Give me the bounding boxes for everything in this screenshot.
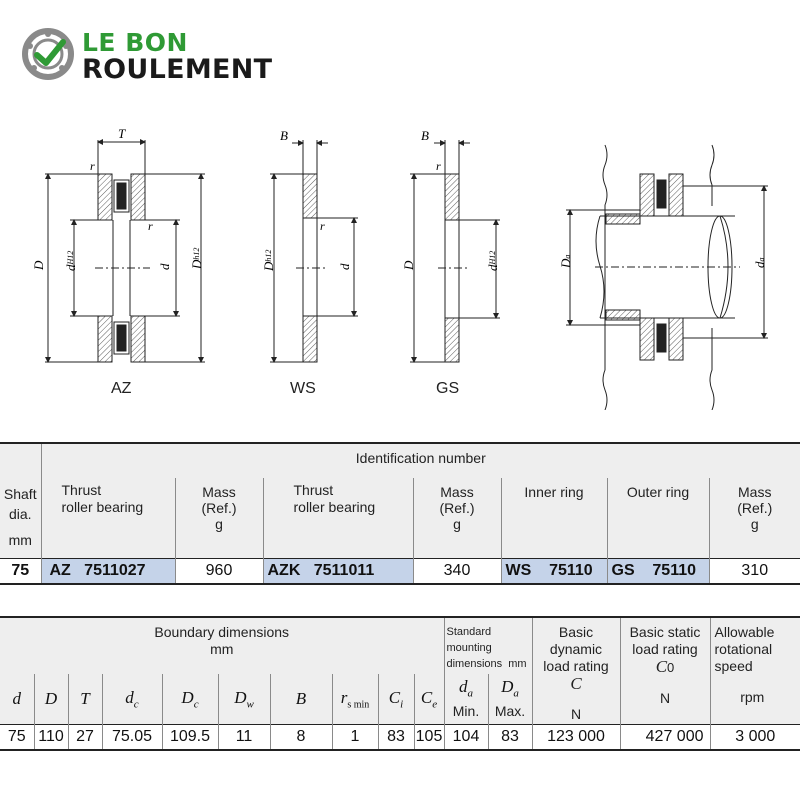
speed-header: Allowable rotational speed rpm (710, 617, 800, 725)
svg-text:dH12: dH12 (63, 250, 78, 271)
drawing-canvas (0, 110, 800, 410)
ws-drawing (270, 140, 358, 362)
sym-d: d (12, 689, 21, 708)
boundary-header: Boundary dimensions mm (154, 624, 290, 657)
thrust-header-1: Thrust roller bearing (41, 478, 175, 559)
sym-T: T (68, 674, 102, 725)
mass-header-3: Mass (Ref.) g (709, 478, 800, 559)
brand-line1: LE BON (82, 28, 188, 57)
sym-rsmin: $r_{s min}$ (332, 674, 378, 725)
mass-header-2: Mass (Ref.) g (413, 478, 501, 559)
mass-value-1: 960 (175, 559, 263, 585)
standard-mounting-header: Standard mounting dimensions mm (444, 617, 532, 674)
static-load-header: Basic static load rating C0 N (620, 617, 710, 725)
val-T: 27 (68, 725, 102, 751)
sym-dc: $d_c$ (102, 674, 162, 725)
sym-Dc: $D_c$ (162, 674, 218, 725)
val-da-min: 104 (444, 725, 488, 751)
val-speed: 3 000 (710, 725, 800, 751)
val-B: 8 (270, 725, 332, 751)
outer-ring-header: Outer ring (607, 478, 709, 559)
gs-code-cell: GS 75110 (607, 559, 709, 585)
az-code-cell: AZ 7511027 (41, 559, 175, 585)
brand-logo (22, 26, 302, 86)
svg-text:r: r (436, 159, 441, 173)
az-label: AZ (111, 380, 132, 397)
svg-text:r: r (320, 219, 325, 233)
svg-text:da: da (752, 257, 767, 268)
svg-text:D: D (401, 260, 416, 270)
val-Da-max: 83 (488, 725, 532, 751)
gs-label: GS (436, 380, 460, 397)
mounting-drawing (566, 145, 768, 410)
brand-line2: ROULEMENT (82, 54, 273, 85)
dimensions-table (0, 616, 800, 751)
svg-text:Da: Da (558, 254, 573, 268)
svg-text:d: d (157, 263, 172, 270)
val-rsmin: 1 (332, 725, 378, 751)
inner-ring-header: Inner ring (501, 478, 607, 559)
gs-drawing (410, 140, 500, 362)
mass-value-2: 340 (413, 559, 501, 585)
bearing-drawings (0, 110, 800, 410)
ws-code-cell: WS 75110 (501, 559, 607, 585)
identification-header: Identification number (41, 443, 800, 478)
svg-text:Dh12: Dh12 (189, 247, 204, 269)
val-Ce: 105 (414, 725, 444, 751)
sym-B: B (270, 674, 332, 725)
sym-da: $d_a$ Min. (444, 674, 488, 725)
svg-text:D: D (31, 260, 46, 270)
shaft-value: 75 (11, 562, 30, 579)
val-Dc: 109.5 (162, 725, 218, 751)
sym-D: D (34, 674, 68, 725)
dynamic-load-header: Basic dynamic load rating C N (532, 617, 620, 725)
identification-table (0, 442, 800, 585)
sym-Da: $D_a$ Max. (488, 674, 532, 725)
sym-Ci: $C_i$ (378, 674, 414, 725)
val-Dw: 11 (218, 725, 270, 751)
svg-text:r: r (90, 159, 95, 173)
val-d: 75 (7, 728, 26, 745)
svg-text:Dh12: Dh12 (261, 249, 276, 271)
az-dim-T: T (118, 126, 126, 141)
sym-Ce: $C_e$ (414, 674, 444, 725)
val-dc: 75.05 (102, 725, 162, 751)
bearing-logo-icon (22, 28, 74, 80)
thrust-header-2: Thrust roller bearing (263, 478, 413, 559)
sym-Dw: $D_w$ (218, 674, 270, 725)
ws-label: WS (290, 380, 316, 397)
val-D: 110 (34, 725, 68, 751)
svg-text:B: B (421, 128, 429, 143)
mass-header-1: Mass (Ref.) g (175, 478, 263, 559)
shaft-header: Shaft dia. mm (3, 486, 37, 548)
azk-code-cell: AZK 7511011 (263, 559, 413, 585)
val-static-load: 427 000 (620, 725, 710, 751)
svg-text:d: d (337, 263, 352, 270)
val-dynamic-load: 123 000 (532, 725, 620, 751)
svg-text:B: B (280, 128, 288, 143)
val-Ci: 83 (378, 725, 414, 751)
svg-text:dH12: dH12 (485, 250, 500, 271)
mass-value-3: 310 (709, 559, 800, 585)
svg-text:r: r (148, 219, 153, 233)
